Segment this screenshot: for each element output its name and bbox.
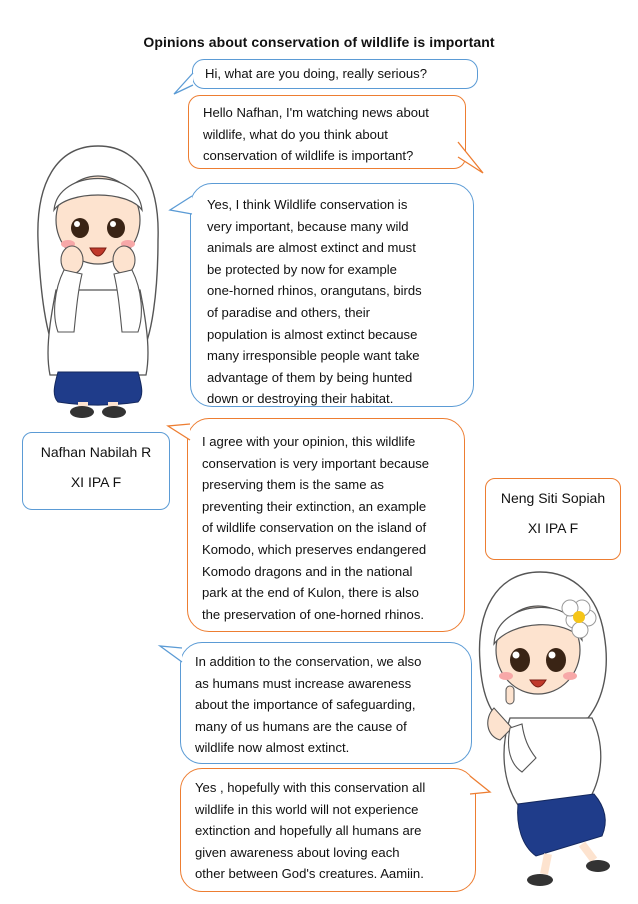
- name-box-right: [485, 478, 621, 560]
- speech-bubble-3: [190, 183, 474, 407]
- speech-bubble-5-text: In addition to the conservation, we also as humans must increase awareness about the importance of safeguarding, many of us humans are the cause of wildlife now almost extinct.: [195, 654, 422, 756]
- speech-bubble-4: [187, 418, 465, 632]
- girl-character-right-illustration: [470, 568, 620, 896]
- name-left: Nafhan Nabilah R: [40, 444, 152, 460]
- speech-bubble-5-tail: [158, 642, 184, 670]
- speech-bubble-6-text: Yes , hopefully with this conservation all wildlife in this world will not experience extinction and hopefully all humans are given awareness about loving each other between God's creatures. Aamiin.: [195, 780, 426, 882]
- speech-bubble-3-tail: [168, 192, 194, 222]
- speech-bubble-3-text: Yes, I think Wildlife conservation is very important, because many wild animals are almost extinct and must be protected by now for example one-horned rhinos, orangutans, birds of paradise and others, their population is almost extinct because many irresponsible people want take advantage of them by being hunted down or destroying their habitat.: [207, 197, 422, 407]
- class-left: XI IPA F: [70, 474, 122, 490]
- speech-bubble-1: [192, 59, 478, 89]
- name-right: Neng Siti Sopiah: [500, 490, 606, 506]
- speech-bubble-6: [180, 768, 476, 892]
- speech-bubble-1-text: Hi, what are you doing, really serious?: [205, 66, 427, 81]
- speech-bubble-5: [180, 642, 472, 764]
- name-box-left: [22, 432, 170, 510]
- speech-bubble-4-text: I agree with your opinion, this wildlife conservation is very important because preserving them is the same as preventing their extinction, an example of wildlife conservation on the island of Komodo, which preserves endangered Komodo dragons and in the national park at the end of Kulon, there is also the preservation of one-horned rhinos.: [202, 434, 430, 622]
- speech-bubble-2: [188, 95, 466, 169]
- speech-bubble-2-tail: [456, 140, 486, 176]
- speech-bubble-2-text: Hello Nafhan, I'm watching news about wildlife, what do you think about conservation of wildlife is important?: [203, 105, 429, 164]
- speech-bubble-1-tail: [172, 72, 196, 96]
- class-right: XI IPA F: [527, 520, 579, 536]
- page-title: Opinions about conservation of wildlife is important: [143, 34, 495, 50]
- girl-character-left-illustration: [28, 140, 168, 422]
